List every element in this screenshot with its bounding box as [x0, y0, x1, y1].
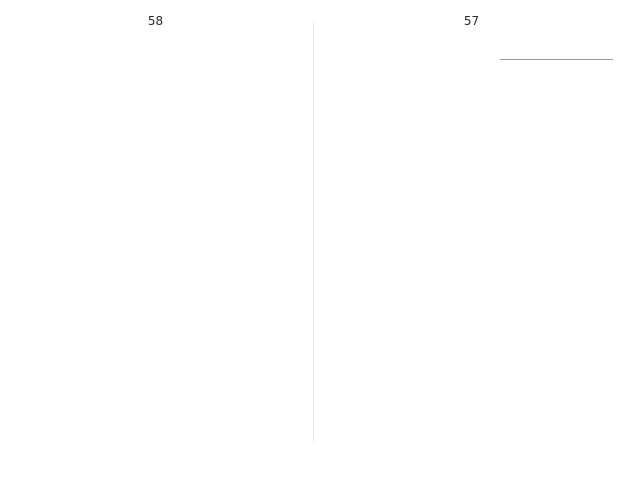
text-line: [14, 384, 297, 398]
text-line: [330, 348, 613, 362]
text-line: [330, 335, 613, 349]
text-line: [330, 265, 613, 279]
text-line: [330, 44, 613, 58]
text-line: [14, 181, 297, 195]
section-heading: [330, 319, 613, 335]
text-line: [330, 292, 613, 306]
text-line: [14, 438, 297, 452]
text-line: [14, 141, 297, 155]
text-line: [14, 30, 297, 44]
text-line: [330, 76, 613, 90]
text-line: [330, 278, 613, 292]
text-line: [14, 87, 297, 101]
page-left: [14, 30, 297, 442]
text-line: [330, 170, 613, 184]
text-line: [330, 197, 613, 211]
page-number: 58: [14, 14, 297, 28]
text-line: [330, 116, 613, 130]
text-line: [330, 389, 613, 403]
text-line: [14, 411, 297, 425]
text-line: [330, 130, 613, 144]
text-line: [14, 195, 297, 209]
text-line: [14, 465, 297, 478]
text-line: [14, 370, 297, 384]
text-line: [330, 416, 613, 430]
text-line: [14, 127, 297, 141]
section-heading: [14, 71, 297, 87]
text-line: [14, 397, 297, 411]
text-line: [330, 62, 613, 76]
text-line: [14, 451, 297, 465]
text-line: [330, 456, 613, 470]
page-right: [330, 30, 613, 442]
text-line: [330, 157, 613, 171]
text-line: [14, 303, 297, 317]
text-line: [330, 238, 613, 252]
text-line: [14, 343, 297, 357]
text-line: [330, 305, 613, 319]
divider: [500, 59, 613, 60]
text-line: [14, 289, 297, 303]
text-line: [330, 362, 613, 376]
text-line: [330, 402, 613, 416]
text-line: [14, 154, 297, 168]
text-line: [330, 103, 613, 117]
text-line: [14, 330, 297, 344]
text-line: [14, 168, 297, 182]
text-line: [14, 208, 297, 222]
text-line: [14, 57, 297, 71]
text-line: [330, 211, 613, 225]
text-line: [14, 100, 297, 114]
text-line: [14, 276, 297, 290]
page-gutter: [313, 22, 314, 442]
text-line: [14, 262, 297, 276]
text-line: [14, 44, 297, 58]
text-line: [330, 143, 613, 157]
text-line: [14, 235, 297, 249]
text-line: [330, 89, 613, 103]
text-line: [14, 114, 297, 128]
text-line: [330, 429, 613, 443]
text-line: [14, 424, 297, 438]
page-number: 57: [330, 14, 613, 28]
text-line: [330, 443, 613, 457]
text-line: [14, 222, 297, 236]
text-line: [14, 316, 297, 330]
text-line: [330, 375, 613, 389]
text-line: [14, 249, 297, 263]
text-line: [14, 357, 297, 371]
text-line: [330, 30, 613, 44]
text-line: [330, 251, 613, 265]
text-line: [330, 184, 613, 198]
text-line: [330, 224, 613, 238]
